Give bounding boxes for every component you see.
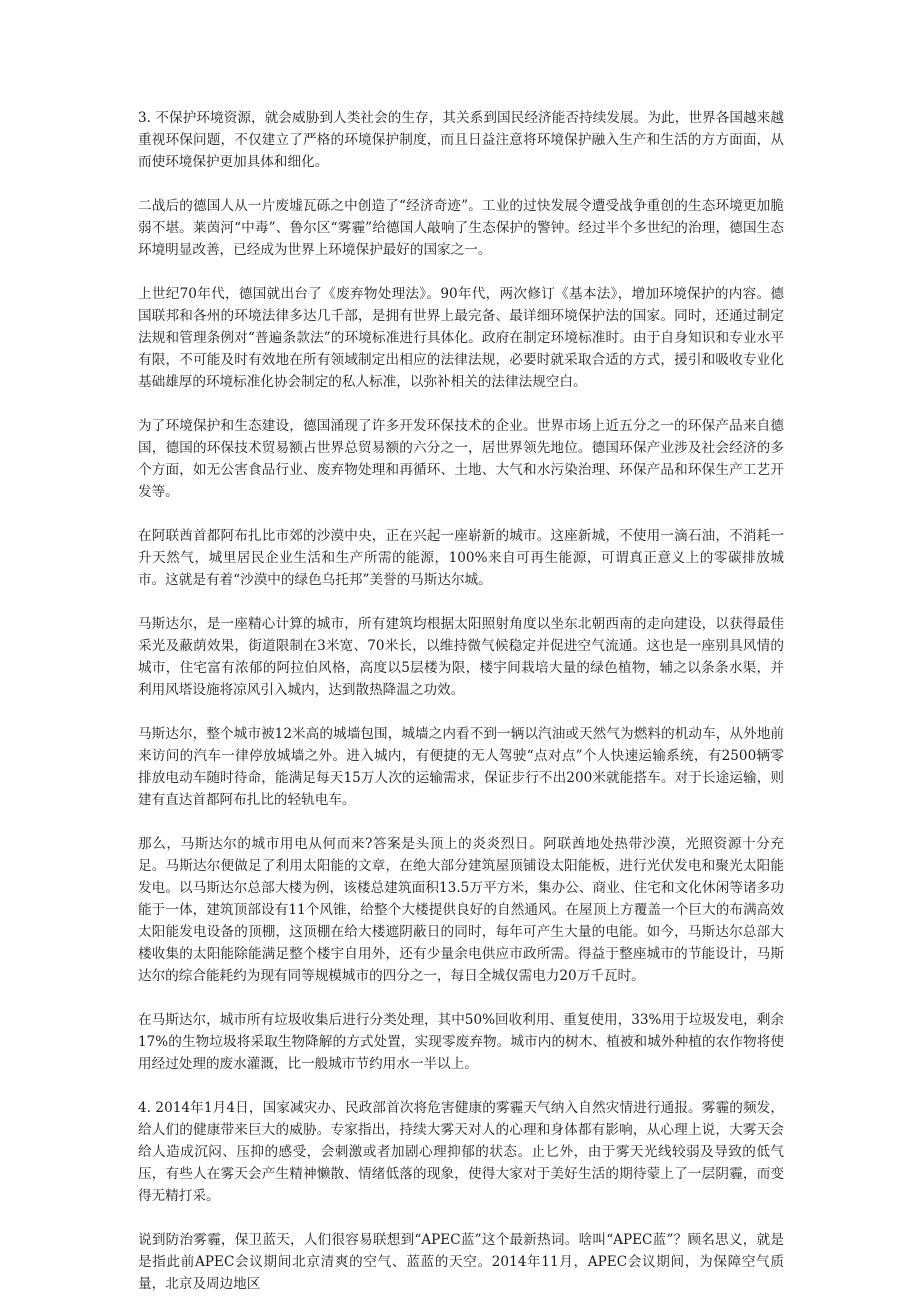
paragraph-9: 在马斯达尔，城市所有垃圾收集后进行分类处理，其中50%回收利用、重复使用，33%用于垃圾发电，剩余17%的生物垃圾将采取生物降解的方式处置，实现零废弃物。城市内的树木、植被和城外种植的农作物将使用经过处理的废水灌溉，比一般城市节约用水一半以上。 <box>138 1012 784 1072</box>
paragraph-11: 说到防治雾霾，保卫蓝天，人们很容易联想到“APEC蓝”这个最新热词。啥叫“APEC蓝”？顾名思义，就是是指此前APEC会议期间北京清爽的空气、蓝蓝的天空。2014年11月，APEC会议期间，为保障空气质量，北京及周边地区 <box>138 1232 784 1292</box>
document-body <box>138 107 784 1295</box>
paragraph-4: 为了环境保护和生态建设，德国涌现了许多开发环保技术的企业。世界市场上近五分之一的环保产品来自德国，德国的环保技术贸易额占世界总贸易额的六分之一，居世界领先地位。德国环保产业涉及社会经济的多个方面，如无公害食品行业、废弃物处理和再循环、土地、大气和水污染治理、环保产品和环保生产工艺开发等。 <box>138 418 784 500</box>
paragraph-8: 那么，马斯达尔的城市用电从何而来?答案是头顶上的炎炎烈日。阿联酋地处热带沙漠，光照资源十分充足。马斯达尔便做足了利用太阳能的文章，在绝大部分建筑屋顶铺设太阳能板，进行光伏发电和聚光太阳能发电。以马斯达尔总部大楼为例，该楼总建筑面积13.5万平方米，集办公、商业、住宅和文化休闲等诸多功能于一体，建筑顶部设有11个风锥，给整个大楼提供良好的自然通风。在屋顶上方覆盖一个巨大的布满高效太阳能发电设备的顶棚，这顶棚在给大楼遮阴蔽日的同时，每年可产生大量的电能。如今，马斯达尔总部大楼收集的太阳能除能满足整个楼宇自用外，还有少量余电供应市政所需。得益于整座城市的节能设计，马斯达尔的综合能耗约为现有同等规模城市的四分之一，每日全城仅需电力20万千瓦时。 <box>138 836 784 984</box>
paragraph-7: 马斯达尔，整个城市被12米高的城墙包围，城墙之内看不到一辆以汽油或天然气为燃料的机动车，从外地前来访问的汽车一律停放城墙之外。进入城内，有便捷的无人驾驶“点对点”个人快速运输系统，有2500辆零排放电动车随时待命，能满足每天15万人次的运输需求，保证步行不出200米就能搭车。对于长途运输，则建有直达首都阿布扎比的轻轨电车。 <box>138 726 784 808</box>
paragraph-2: 二战后的德国人从一片废墟瓦砾之中创造了“经济奇迹”。工业的过快发展令遭受战争重创的生态环境更加脆弱不堪。莱茵河“中毒”、鲁尔区“雾霾”给德国人敲响了生态保护的警钟。经过半个多世纪的治理，德国生态环境明显改善，已经成为世界上环境保护最好的国家之一。 <box>138 198 784 258</box>
paragraph-10: 4. 2014年1月4日，国家减灾办、民政部首次将危害健康的雾霾天气纳入自然灾情进行通报。雾霾的频发，给人们的健康带来巨大的威胁。专家指出，持续大雾天对人的心理和身体都有影响，从心理上说，大雾天会给人造成沉闷、压抑的感受，会刺激或者加剧心理抑郁的状态。止匕外，由于雾天光线较弱及导致的低气压，有些人在雾天会产生精神懒散、情绪低落的现象，使得大家对于美好生活的期待蒙上了一层阴霾，而变得无精打采。 <box>138 1100 784 1204</box>
paragraph-6: 马斯达尔，是一座精心计算的城市，所有建筑均根据太阳照射角度以坐东北朝西南的走向建设，以获得最佳采光及蔽荫效果，街道限制在3米宽、70米长，以维持微气候稳定并促进空气流通。这也是一座别具风情的城市，住宅富有浓郁的阿拉伯风格，高度以5层楼为限，楼宇间栽培大量的绿色植物，辅之以条条水渠，并利用风塔设施将凉风引入城内，达到散热降温之功效。 <box>138 616 784 698</box>
paragraph-3: 上世纪70年代，德国就出台了《废弃物处理法》。90年代，两次修订《基本法》，增加环境保护的内容。德国联邦和各州的环境法律多达几千部，是拥有世界上最完备、最详细环境保护法的国家。同时，还通过制定法规和管理条例对“普遍条款法”的环境标准进行具体化。政府在制定环境标准时。由于自身知识和专业水平有限，不可能及时有效地在所有领域制定出相应的法律法规，必要时就采取合适的方式，援引和吸收专业化基础雄厚的环境标准化协会制定的私人标准，以弥补相关的法律法规空白。 <box>138 286 784 390</box>
paragraph-5: 在阿联酋首都阿布扎比市郊的沙漠中央，正在兴起一座崭新的城市。这座新城，不使用一滴石油，不消耗一升天然气，城里居民企业生活和生产所需的能源，100%来自可再生能源，可谓真正意义上的零碳排放城市。这就是有着“沙漠中的绿色乌托邦”美誉的马斯达尔城。 <box>138 528 784 588</box>
paragraph-1: 3. 不保护环境资源，就会威胁到人类社会的生存，其关系到国民经济能否持续发展。为此，世界各国越来越重视环保问题，不仅建立了严格的环境保护制度，而且日益注意将环境保护融入生产和生活的方方面面，从而使环境保护更加具体和细化。 <box>138 110 784 170</box>
